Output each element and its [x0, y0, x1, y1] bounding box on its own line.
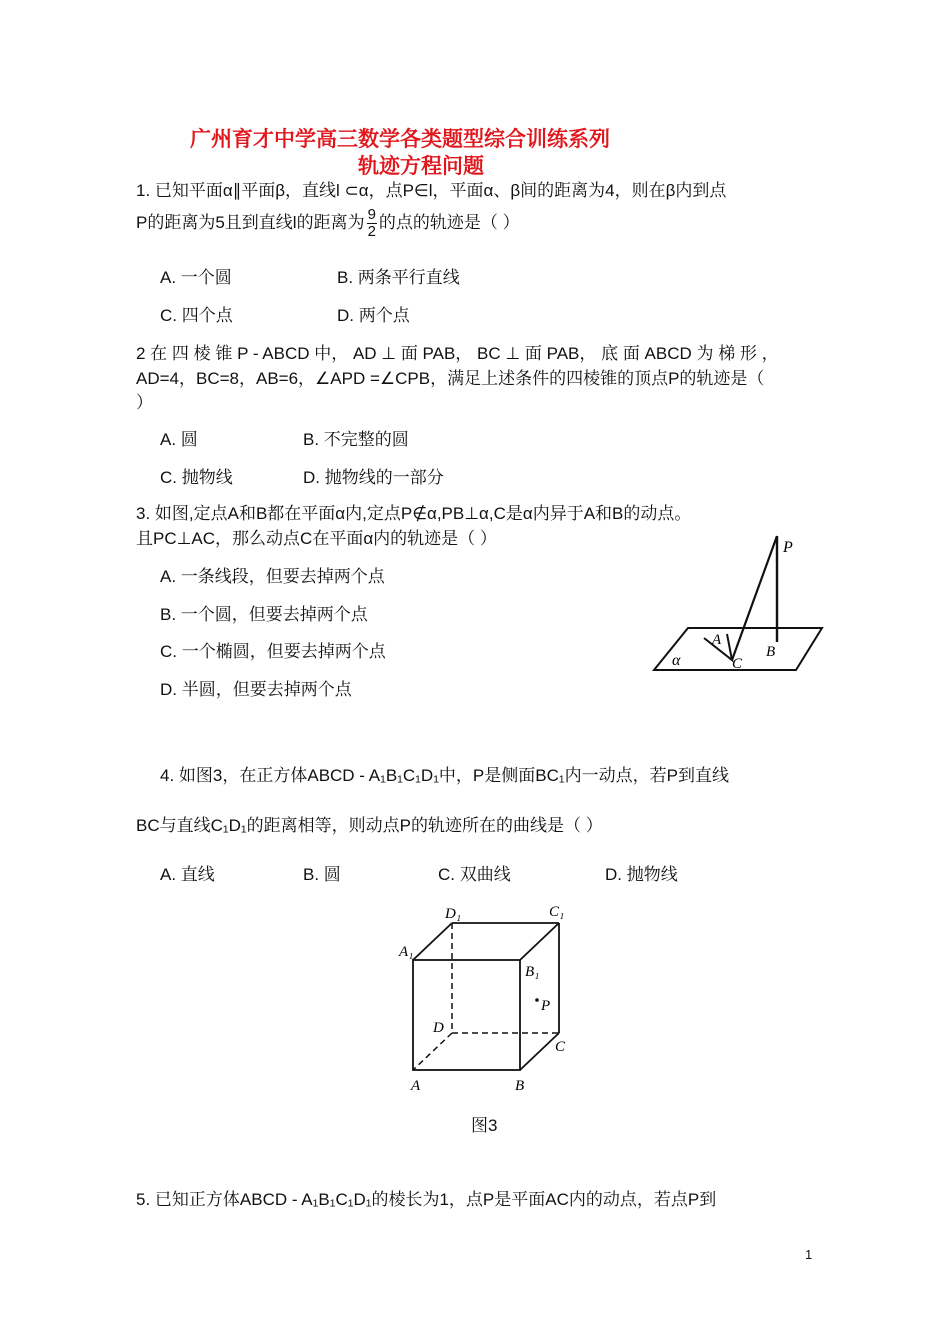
q4-option-c: C. 双曲线 [438, 865, 511, 884]
edge-bc [520, 1033, 559, 1070]
q2-option-a: A. 圆 [160, 430, 198, 449]
label-b1: B₁ [525, 964, 540, 980]
q1-line2-b: 的点的轨迹是（ ） [378, 212, 520, 232]
edge-a1d1 [413, 923, 452, 960]
label-d1: D₁ [445, 906, 462, 922]
q2-line3: ） [136, 393, 153, 412]
label-c1: C₁ [549, 904, 565, 920]
q4-option-d: D. 抛物线 [605, 865, 678, 884]
label-p: P [783, 539, 793, 556]
q2-option-d: D. 抛物线的一部分 [303, 468, 444, 487]
front-face [413, 960, 520, 1070]
page-subtitle: 轨迹方程问题 [358, 154, 484, 178]
label-c: C [732, 656, 743, 672]
page-title: 广州育才中学高三数学各类题型综合训练系列 [190, 127, 610, 151]
q2-line2: AD=4，BC=8，AB=6，∠APD =∠CPB，满足上述条件的四棱锥的顶点P的轨迹是（ [136, 369, 765, 388]
label-b: B [515, 1078, 525, 1094]
q2-option-b: B. 不完整的圆 [303, 430, 409, 449]
label-alpha: α [672, 652, 681, 669]
q3-line2: 且PC⊥AC，那么动点C在平面α内的轨迹是（ ） [136, 529, 497, 548]
q1-line2 [136, 207, 520, 240]
q3-line1: 3. 如图,定点A和B都在平面α内,定点P∉α,PB⊥α,C是α内异于A和B的动点。 [136, 504, 692, 523]
point-p [535, 998, 539, 1002]
q1-frac-num: 9 [367, 206, 376, 223]
q3-option-a: A. 一条线段，但要去掉两个点 [160, 567, 385, 586]
q4-line1: 4. 如图3，在正方体ABCD - A₁B₁C₁D₁中，P是侧面BC₁内一动点，若P到直线 [160, 766, 729, 785]
label-d: D [433, 1020, 444, 1036]
label-p: P [541, 998, 551, 1014]
q4-line2: BC与直线C₁D₁的距离相等，则动点P的轨迹所在的曲线是（ ） [136, 816, 603, 835]
label-a1: A₁ [399, 944, 414, 960]
q1-option-a: A. 一个圆 [160, 268, 232, 287]
q3-option-c: C. 一个椭圆，但要去掉两个点 [160, 642, 386, 661]
label-b: B [766, 644, 776, 660]
q4-option-b: B. 圆 [303, 865, 341, 884]
label-c: C [555, 1039, 566, 1055]
q3-figure [650, 530, 830, 678]
q5-line1: 5. 已知正方体ABCD - A₁B₁C₁D₁的棱长为1，点P是平面AC内的动点，若点P到 [136, 1190, 717, 1209]
q1-option-d: D. 两个点 [337, 306, 410, 325]
q4-cube-figure [395, 898, 585, 1098]
q1-line1: 1. 已知平面α∥平面β，直线l ⊂α，点P∈l，平面α、β间的距离为4，则在β内到点 [136, 181, 727, 200]
q1-option-c: C. 四个点 [160, 306, 233, 325]
q2-option-c: C. 抛物线 [160, 468, 233, 487]
edge-ad [413, 1033, 452, 1070]
q1-line2-a: P的距离为5且到直线l的距离为 [136, 212, 365, 232]
q3-option-b: B. 一个圆，但要去掉两个点 [160, 605, 368, 624]
figure-3-caption: 图3 [471, 1116, 498, 1135]
q1-frac-den: 2 [367, 223, 376, 240]
segment-pc [732, 536, 777, 660]
q1-option-b: B. 两条平行直线 [337, 268, 460, 287]
label-a: A [411, 1078, 421, 1094]
label-a: A [712, 632, 722, 648]
edge-b1c1 [520, 923, 559, 960]
page-number: 1 [805, 1247, 813, 1262]
q4-option-a: A. 直线 [160, 865, 215, 884]
q2-line1: 2 在 四 棱 锥 P - ABCD 中， AD ⊥ 面 PAB， BC ⊥ 面 PAB， 底 面 ABCD 为 梯 形 ， [136, 344, 779, 363]
q3-option-d: D. 半圆，但要去掉两个点 [160, 680, 352, 699]
q1-fraction [367, 207, 377, 240]
